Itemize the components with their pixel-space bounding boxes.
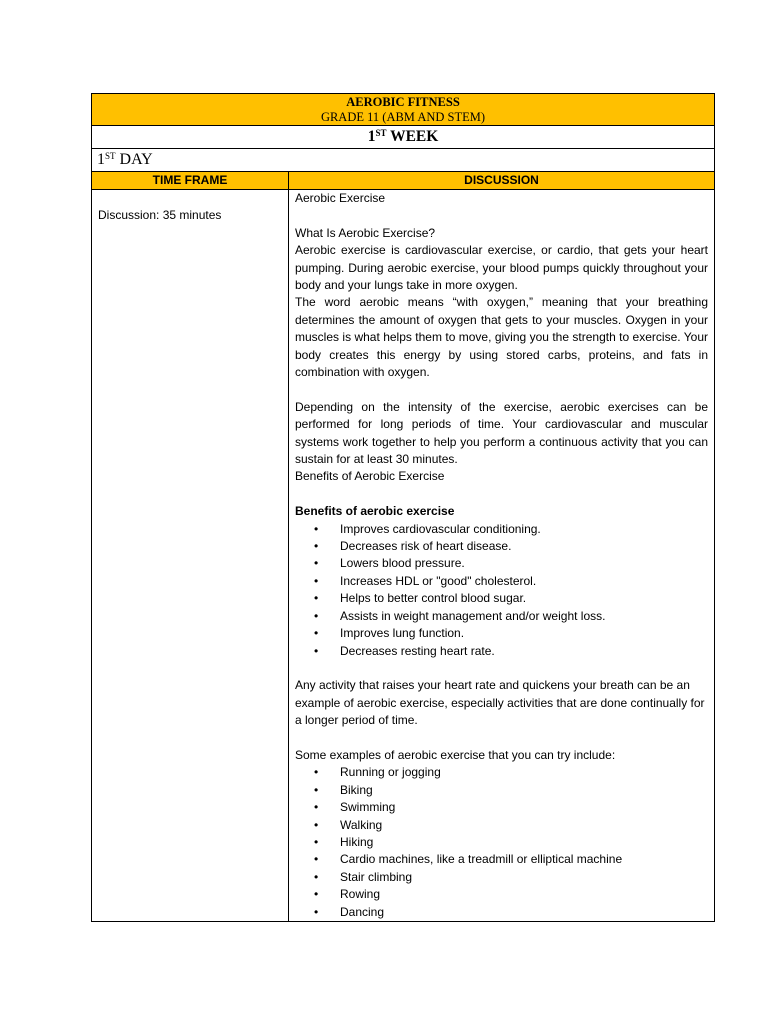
day-number: 1 <box>97 151 105 168</box>
title-row <box>92 94 715 126</box>
list-item: • Assists in weight management and/or weight loss. <box>295 608 708 625</box>
list-item: • Walking <box>295 817 708 834</box>
paragraph-1: Aerobic exercise is cardiovascular exercise, or cardio, that gets your heart pumping. During aerobic exercise, your blood pumps quickly throughout your body and your lungs take in more oxygen. <box>295 243 708 293</box>
week-label: WEEK <box>386 128 439 145</box>
list-item: • Decreases risk of heart disease. <box>295 538 708 555</box>
week-row <box>92 126 715 149</box>
list-item: • Hiking <box>295 834 708 851</box>
day-row <box>92 149 715 172</box>
benefits-list <box>295 521 708 660</box>
list-item: • Rowing <box>295 886 708 903</box>
list-item: • Helps to better control blood sugar. <box>295 590 708 607</box>
time-frame-header: TIME FRAME <box>92 172 289 190</box>
list-item: • Biking <box>295 782 708 799</box>
list-item: • Lowers blood pressure. <box>295 555 708 572</box>
title-cell <box>92 94 715 126</box>
day-heading <box>92 149 715 172</box>
week-ordinal: ST <box>375 128 387 138</box>
document-page <box>91 93 714 922</box>
list-item: • Running or jogging <box>295 764 708 781</box>
week-number: 1 <box>367 128 376 145</box>
list-item: • Improves lung function. <box>295 625 708 642</box>
lesson-table <box>91 93 715 922</box>
list-item: • Swimming <box>295 799 708 816</box>
day-label: DAY <box>115 151 153 168</box>
day-ordinal: ST <box>105 151 116 161</box>
paragraph-4: Benefits of Aerobic Exercise <box>295 469 445 484</box>
paragraph-3: Depending on the intensity of the exercise, aerobic exercises can be performed for long periods of time. Your cardiovascular and muscular systems work together to help you perform a continuous activity that you can sustain for at least 30 minutes. <box>295 399 708 467</box>
list-item: • Improves cardiovascular conditioning. <box>295 521 708 538</box>
discussion-cell <box>289 190 715 922</box>
list-item: • Dancing <box>295 904 708 921</box>
benefits-heading: Benefits of aerobic exercise <box>295 504 455 519</box>
content-row <box>92 190 715 922</box>
examples-heading: Some examples of aerobic exercise that you can try include: <box>295 747 616 762</box>
week-heading <box>92 126 715 149</box>
column-header-row <box>92 172 715 190</box>
document-title: AEROBIC FITNESS <box>346 95 460 109</box>
list-item: • Decreases resting heart rate. <box>295 643 708 660</box>
paragraph-5: Any activity that raises your heart rate and quickens your breath can be an example of aerobic exercise, especially activities that are done continually for a longer period of time. <box>295 678 705 728</box>
document-subtitle: GRADE 11 (ABM AND STEM) <box>320 110 486 124</box>
time-frame-text: Discussion: 35 minutes <box>98 208 222 222</box>
list-item: • Cardio machines, like a treadmill or elliptical machine <box>295 851 708 868</box>
discussion-heading: Aerobic Exercise <box>295 191 386 205</box>
paragraph-2: The word aerobic means “with oxygen,” meaning that your breathing determines the amount of oxygen that gets to your muscles. Oxygen in your muscles is what helps them to move, giving you the strength to exercise. Your body creates this energy by using stored carbs, proteins, and fats in combination with oxygen. <box>295 295 708 380</box>
discussion-header: DISCUSSION <box>289 172 715 190</box>
list-item: • Increases HDL or "good" cholesterol. <box>295 573 708 590</box>
list-item: • Stair climbing <box>295 869 708 886</box>
time-frame-cell <box>92 190 289 922</box>
question-heading: What Is Aerobic Exercise? <box>295 225 436 240</box>
examples-list <box>295 764 708 921</box>
